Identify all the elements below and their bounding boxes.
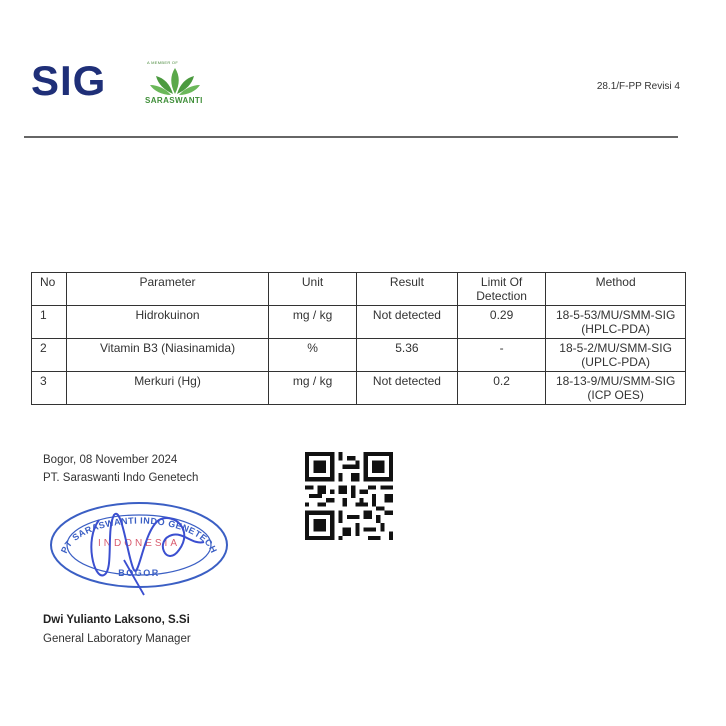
header-limit-of-detection: Limit Of Detection (457, 273, 545, 306)
table-row (32, 372, 686, 405)
document-code: 28.1/F-PP Revisi 4 (596, 81, 680, 92)
header-divider (24, 136, 678, 138)
table-row (32, 339, 686, 372)
header-result: Result (356, 273, 457, 306)
table-header-row (32, 273, 686, 306)
cell-result: Not detected (356, 306, 457, 339)
company-stamp-with-signature (44, 500, 234, 610)
place-and-date: Bogor, 08 November 2024 (43, 454, 178, 466)
cell-method (546, 372, 686, 405)
cell-unit: mg / kg (269, 372, 357, 405)
header-method: Method (546, 273, 686, 306)
stamp-top-text: PT SARASWANTI INDO GENETECH (58, 515, 220, 555)
method-technique: (ICP OES) (587, 388, 644, 402)
stamp-center-text: INDONESIA (97, 538, 181, 549)
cell-parameter: Hidrokuinon (66, 306, 268, 339)
method-technique: (UPLC-PDA) (581, 355, 650, 369)
method-code: 18-5-53/MU/SMM-SIG (555, 308, 676, 322)
cell-lod: 0.2 (457, 372, 545, 405)
results-table (31, 272, 686, 405)
method-code: 18-5-2/MU/SMM-SIG (559, 341, 672, 355)
table-row (32, 306, 686, 339)
cell-unit: % (269, 339, 357, 372)
cell-unit: mg / kg (269, 306, 357, 339)
cell-lod: 0.29 (457, 306, 545, 339)
cell-lod: - (457, 339, 545, 372)
method-code: 18-13-9/MU/SMM-SIG (555, 374, 676, 388)
method-technique: (HPLC-PDA) (581, 322, 650, 336)
cell-result: Not detected (356, 372, 457, 405)
signer-name: Dwi Yulianto Laksono, S.Si (43, 614, 190, 626)
company-name: PT. Saraswanti Indo Genetech (43, 472, 199, 484)
stamp-bottom-text: BOGOR (118, 568, 160, 578)
signer-position: General Laboratory Manager (43, 633, 191, 645)
cell-method (546, 306, 686, 339)
cell-no: 3 (32, 372, 67, 405)
header-unit: Unit (269, 273, 357, 306)
cell-parameter: Vitamin B3 (Niasinamida) (66, 339, 268, 372)
sig-logo: SIG (31, 57, 107, 104)
header-no: No (32, 273, 67, 306)
cell-no: 1 (32, 306, 67, 339)
cell-parameter: Merkuri (Hg) (66, 372, 268, 405)
cell-method (546, 339, 686, 372)
cell-result: 5.36 (356, 339, 457, 372)
cell-no: 2 (32, 339, 67, 372)
header-parameter: Parameter (66, 273, 268, 306)
qr-code (305, 452, 393, 540)
member-of-label: A MEMBER OF (147, 60, 179, 65)
saraswanti-name: SARASWANTI (145, 96, 203, 105)
